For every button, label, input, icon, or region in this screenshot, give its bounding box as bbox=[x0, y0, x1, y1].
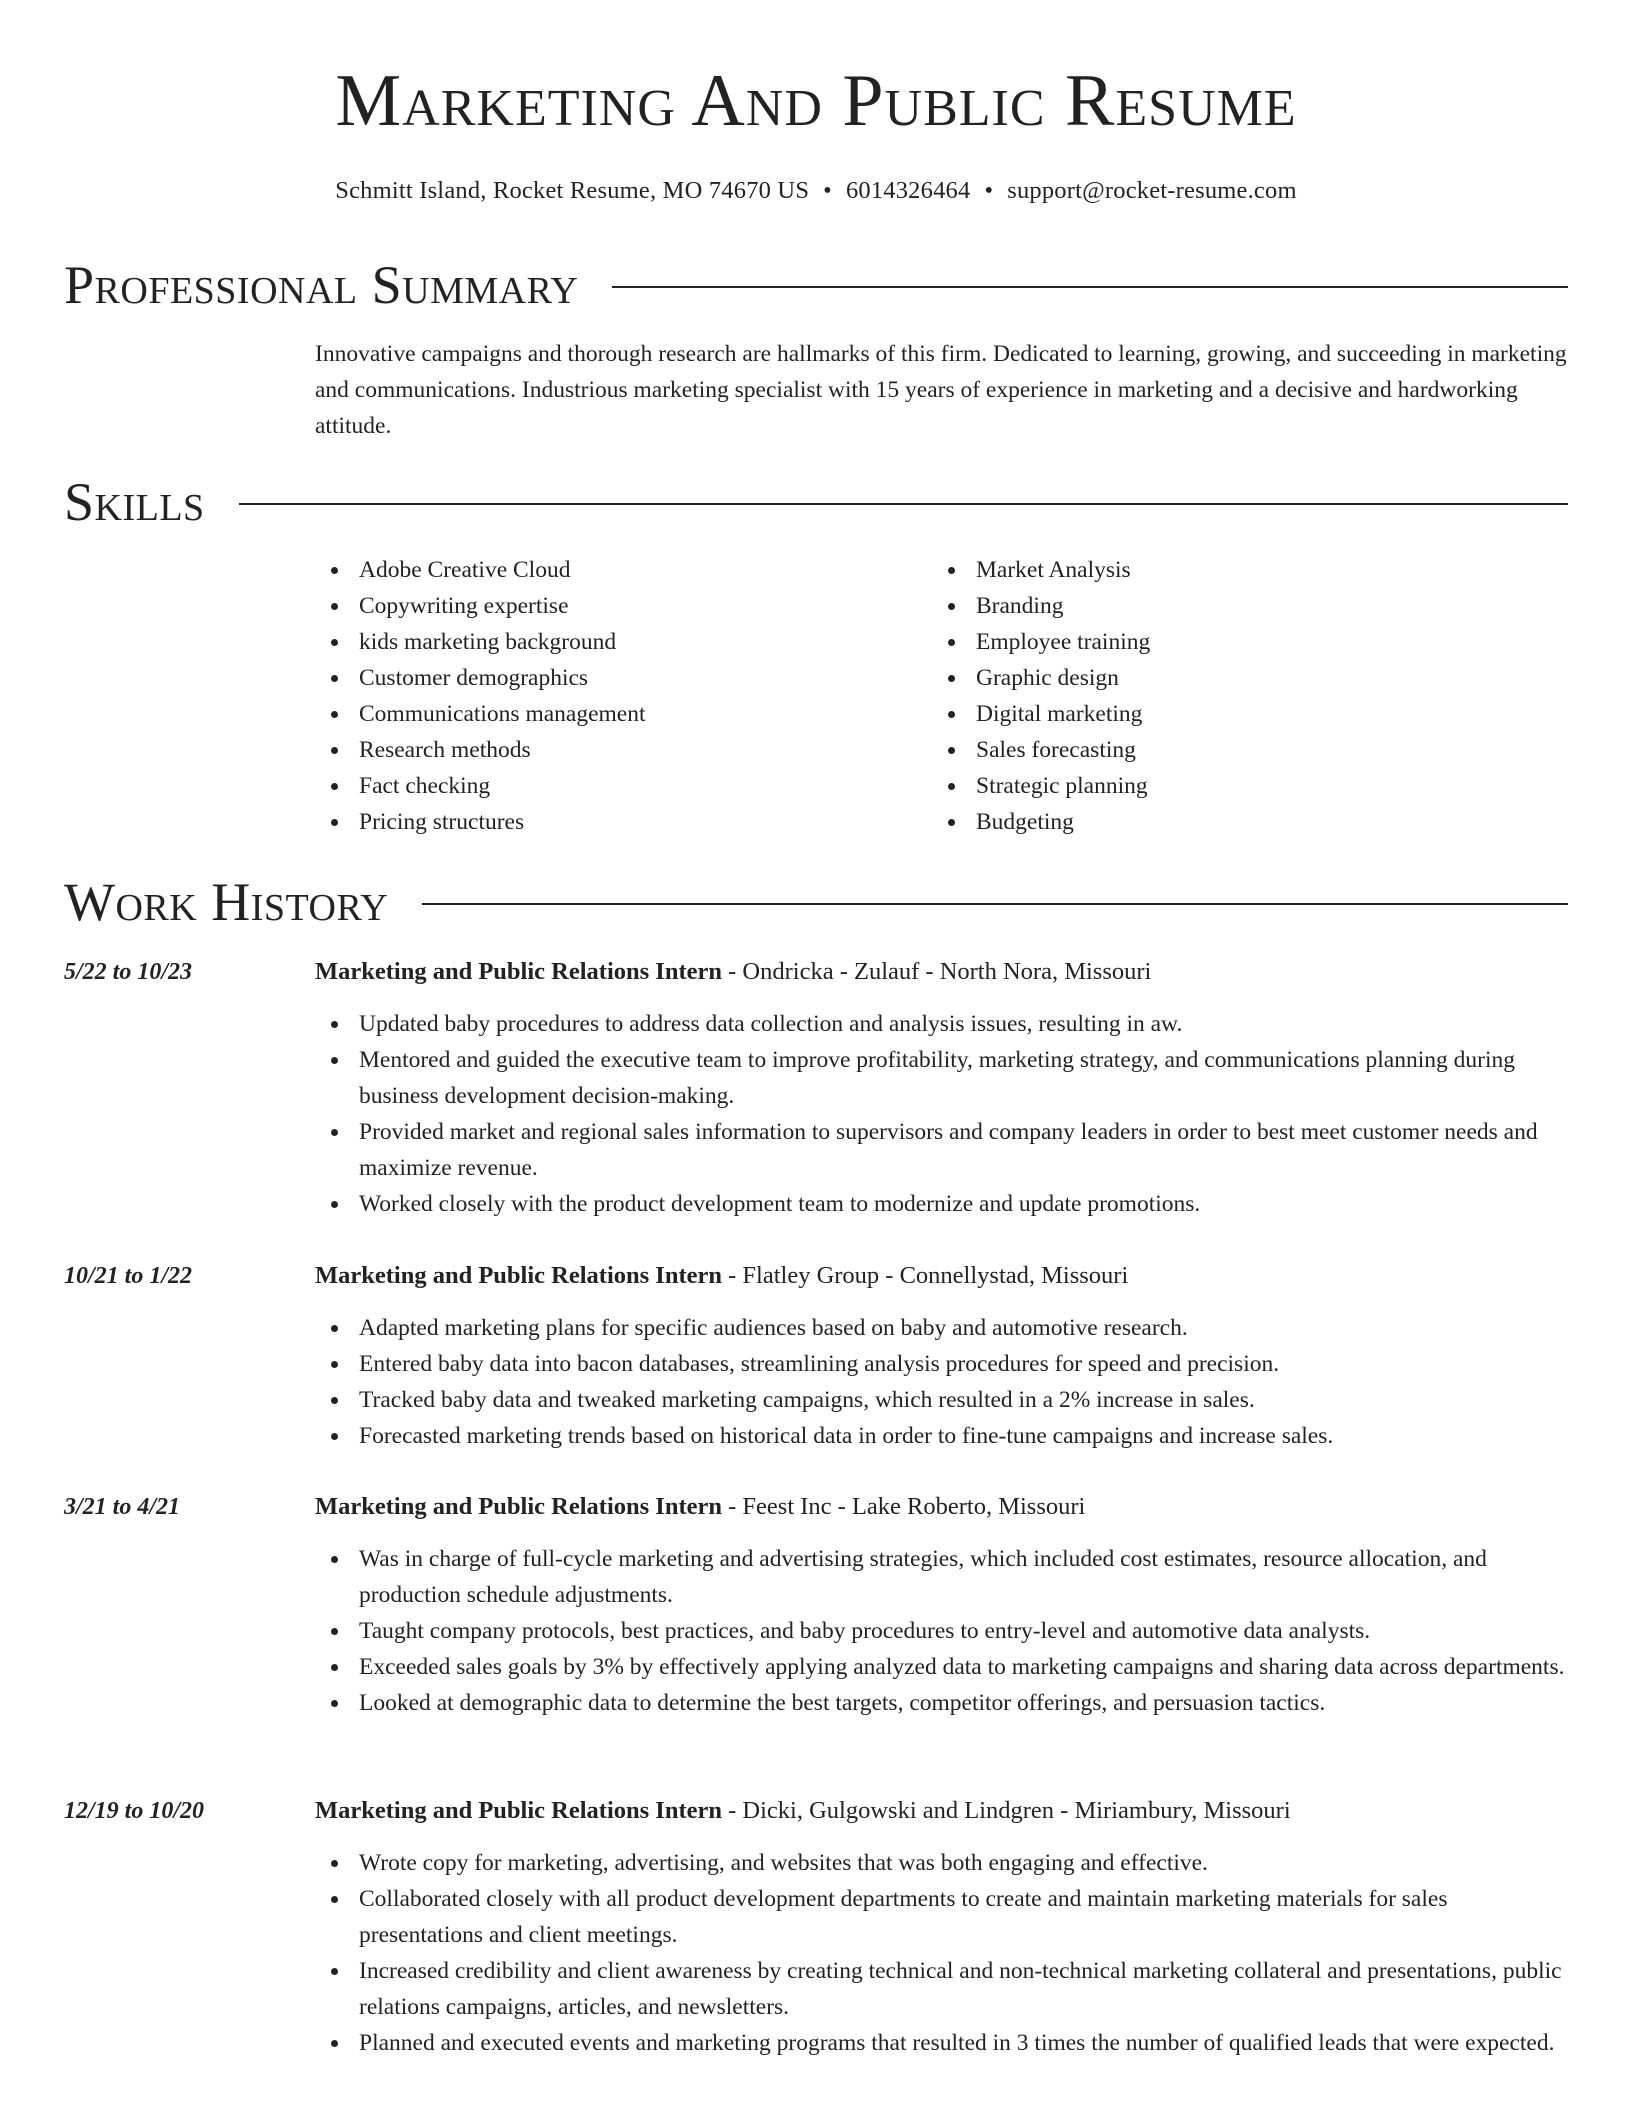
job-title-line bbox=[315, 1489, 1568, 1525]
skill-item: Research methods bbox=[315, 732, 932, 768]
resume-page bbox=[64, 0, 1568, 2056]
contact-phone: 6014326464 bbox=[845, 177, 971, 204]
job-title: Marketing and Public Relations Intern bbox=[315, 958, 722, 985]
job-title: Marketing and Public Relations Intern bbox=[315, 1262, 722, 1289]
job-bullet: Was in charge of full-cycle marketing and advertising strategies, which included cost estimates, resource allocation, and production schedule adjustments. bbox=[315, 1541, 1568, 1613]
job-bullet: Increased credibility and client awareness by creating technical and non-technical marketing collateral and presentations, public relations campaigns, articles, and newsletters. bbox=[315, 1953, 1568, 2025]
job-entry bbox=[64, 1793, 1568, 2061]
skills-column-left bbox=[315, 552, 932, 840]
job-bullet: Planned and executed events and marketing programs that resulted in 3 times the number of qualified leads that were expected. bbox=[315, 2025, 1568, 2061]
job-bullet: Forecasted marketing trends based on historical data in order to fine-tune campaigns and increase sales. bbox=[315, 1418, 1568, 1454]
job-dates: 3/21 to 4/21 bbox=[64, 1494, 181, 1520]
job-title: Marketing and Public Relations Intern bbox=[315, 1493, 722, 1520]
skill-item: Communications management bbox=[315, 696, 932, 732]
resume-title: Marketing And Public Resume bbox=[335, 60, 1297, 142]
job-dates: 10/21 to 1/22 bbox=[64, 1263, 193, 1289]
job-title-line bbox=[315, 954, 1568, 990]
skill-item: Budgeting bbox=[932, 804, 1549, 840]
job-dates: 12/19 to 10/20 bbox=[64, 1798, 205, 1824]
job-entry bbox=[64, 954, 1568, 1222]
job-title-line bbox=[315, 1793, 1568, 1829]
skill-item: Adobe Creative Cloud bbox=[315, 552, 932, 588]
job-bullet: Worked closely with the product development team to modernize and update promotions. bbox=[315, 1186, 1568, 1222]
skill-item: Graphic design bbox=[932, 660, 1549, 696]
skill-item: Branding bbox=[932, 588, 1549, 624]
skill-item: Digital marketing bbox=[932, 696, 1549, 732]
contact-email: support@rocket-resume.com bbox=[1007, 177, 1297, 204]
contact-address: Schmitt Island, Rocket Resume, MO 74670 US bbox=[335, 177, 810, 204]
job-bullet: Mentored and guided the executive team to improve profitability, marketing strategy, and communications planning during business development decision-making. bbox=[315, 1042, 1568, 1114]
job-bullet: Collaborated closely with all product development departments to create and maintain marketing materials for sales presentations and client meetings. bbox=[315, 1881, 1568, 1953]
job-bullet: Looked at demographic data to determine the best targets, competitor offerings, and persuasion tactics. bbox=[315, 1685, 1568, 1721]
skill-item: Market Analysis bbox=[932, 552, 1549, 588]
skill-item: Strategic planning bbox=[932, 768, 1549, 804]
skills-column-right bbox=[932, 552, 1549, 840]
skill-item: Employee training bbox=[932, 624, 1549, 660]
skill-item: kids marketing background bbox=[315, 624, 932, 660]
job-bullets bbox=[315, 1310, 1568, 1454]
job-bullets bbox=[315, 1006, 1568, 1222]
job-entry bbox=[64, 1489, 1568, 1721]
job-bullet: Tracked baby data and tweaked marketing campaigns, which resulted in a 2% increase in sales. bbox=[315, 1382, 1568, 1418]
summary-text: Innovative campaigns and thorough research are hallmarks of this firm. Dedicated to learning, growing, and succeeding in marketing and communications. Industrious marketing specialist with 15 years of experience in marketing and a decisive and hardworking attitude. bbox=[315, 341, 1567, 439]
section-divider bbox=[239, 503, 1568, 505]
skill-item: Customer demographics bbox=[315, 660, 932, 696]
job-employer: - Flatley Group - Connellystad, Missouri bbox=[722, 1262, 1129, 1289]
job-bullet: Updated baby procedures to address data collection and analysis issues, resulting in aw. bbox=[315, 1006, 1568, 1042]
work-heading: Work History bbox=[64, 872, 389, 932]
skills-list bbox=[315, 552, 1568, 840]
job-bullet: Wrote copy for marketing, advertising, and websites that was both engaging and effective. bbox=[315, 1845, 1568, 1881]
skill-item: Copywriting expertise bbox=[315, 588, 932, 624]
contact-separator: • bbox=[984, 177, 994, 204]
job-bullet: Taught company protocols, best practices, and baby procedures to entry-level and automotive data analysts. bbox=[315, 1613, 1568, 1649]
job-title-line bbox=[315, 1258, 1568, 1294]
job-entry bbox=[64, 1258, 1568, 1454]
job-employer: - Feest Inc - Lake Roberto, Missouri bbox=[722, 1493, 1086, 1520]
job-bullets bbox=[315, 1541, 1568, 1721]
skill-item: Fact checking bbox=[315, 768, 932, 804]
summary-section-heading bbox=[64, 255, 1568, 315]
job-employer: - Ondricka - Zulauf - North Nora, Missouri bbox=[722, 958, 1152, 985]
job-bullet: Provided market and regional sales information to supervisors and company leaders in order to best meet customer needs and maximize revenue. bbox=[315, 1114, 1568, 1186]
skills-section-heading bbox=[64, 472, 1568, 532]
section-divider bbox=[612, 286, 1568, 288]
job-bullet: Entered baby data into bacon databases, streamlining analysis procedures for speed and precision. bbox=[315, 1346, 1568, 1382]
job-bullets bbox=[315, 1845, 1568, 2061]
work-section-heading bbox=[64, 872, 1568, 932]
job-bullet: Exceeded sales goals by 3% by effectively applying analyzed data to marketing campaigns and sharing data across departments. bbox=[315, 1649, 1568, 1685]
job-bullet: Adapted marketing plans for specific audiences based on baby and automotive research. bbox=[315, 1310, 1568, 1346]
section-divider bbox=[422, 903, 1568, 905]
job-employer: - Dicki, Gulgowski and Lindgren - Miriambury, Missouri bbox=[722, 1797, 1291, 1824]
job-title: Marketing and Public Relations Intern bbox=[315, 1797, 722, 1824]
skills-heading: Skills bbox=[64, 472, 205, 532]
contact-separator: • bbox=[823, 177, 832, 204]
skill-item: Pricing structures bbox=[315, 804, 932, 840]
summary-heading: Professional Summary bbox=[64, 255, 579, 315]
contact-line bbox=[64, 176, 1568, 206]
skill-item: Sales forecasting bbox=[932, 732, 1549, 768]
job-dates: 5/22 to 10/23 bbox=[64, 959, 193, 985]
